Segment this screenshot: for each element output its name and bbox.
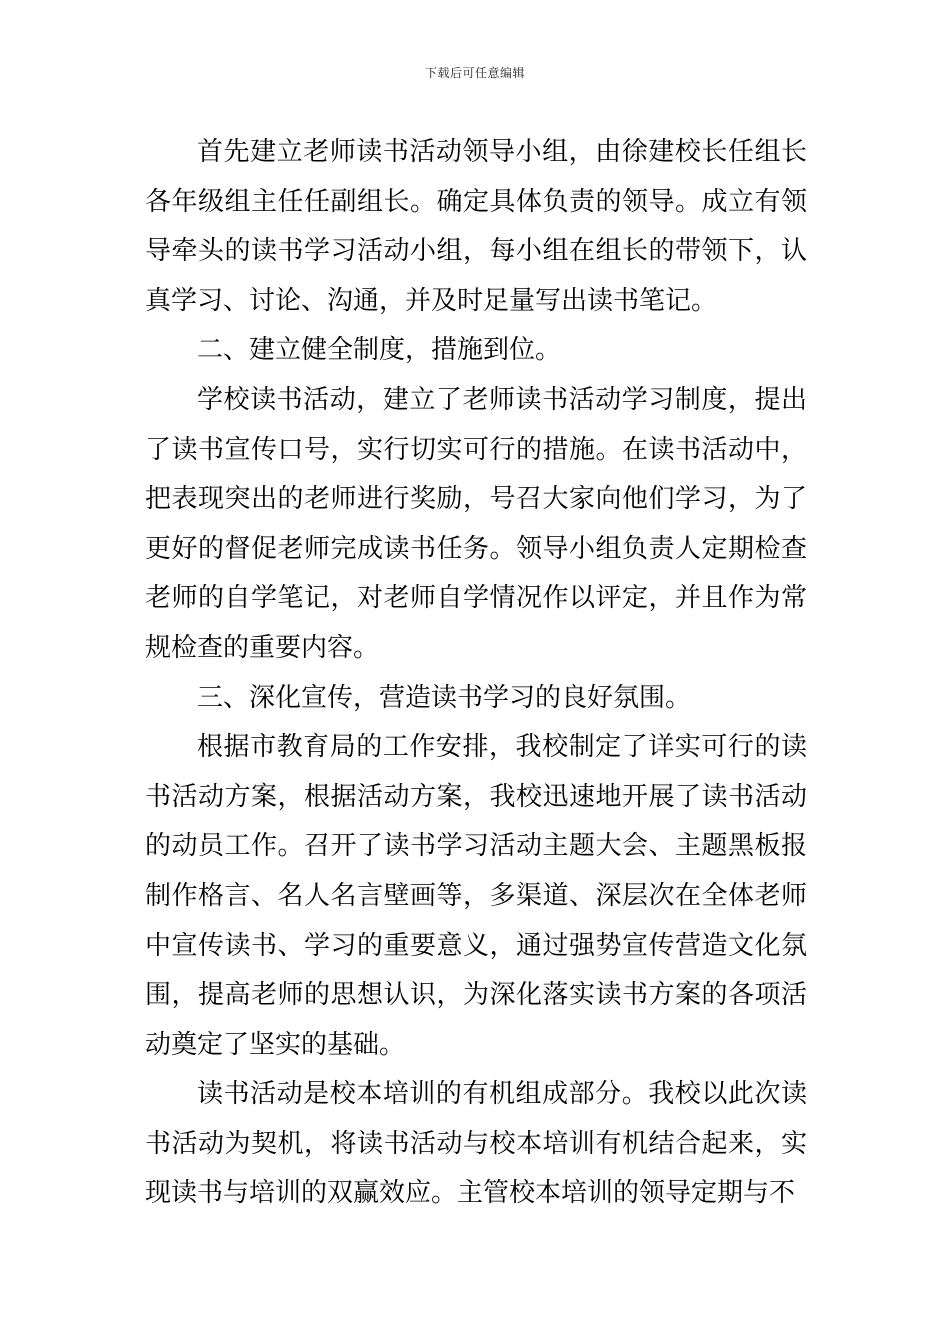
document-body: [145, 128, 807, 1219]
section-heading-two: 二、建立健全制度，措施到位。: [197, 335, 562, 366]
paragraph-publicity: 根据市教育局的工作安排，我校制定了详实可行的读书活动方案，根据活动方案，我校迅速地开展了读书活动的动员工作。召开了读书学习活动主题大会、主题黑板报制作格言、名人名言壁画等，多渠道、深层次在全体老师中宣传读书、学习的重要意义，通过强势宣传营造文化氛围，提高老师的思想认识，为深化落实读书方案的各项活动奠定了坚实的基础。: [145, 732, 807, 1060]
paragraph-school-training: 读书活动是校本培训的有机组成部分。我校以此次读书活动为契机，将读书活动与校本培训有机结合起来，实现读书与培训的双赢效应。主管校本培训的领导定期与不: [145, 1079, 807, 1209]
paragraph-leadership-group: 首先建立老师读书活动领导小组，由徐建校长任组长各年级组主任任副组长。确定具体负责的领导。成立有领导牵头的读书学习活动小组，每小组在组长的带领下，认真学习、讨论、沟通，并及时足量写出读书笔记。: [145, 137, 807, 316]
page-header-note: 下载后可任意编辑: [424, 66, 525, 80]
paragraph-reading-system: 学校读书活动，建立了老师读书活动学习制度，提出了读书宣传口号，实行切实可行的措施。在读书活动中，把表现突出的老师进行奖励，号召大家向他们学习，为了更好的督促老师完成读书任务。领导小组负责人定期检查老师的自学笔记，对老师自学情况作以评定，并且作为常规检查的重要内容。: [145, 384, 807, 663]
section-heading-three: 三、深化宣传，营造读书学习的良好氛围。: [197, 682, 692, 713]
